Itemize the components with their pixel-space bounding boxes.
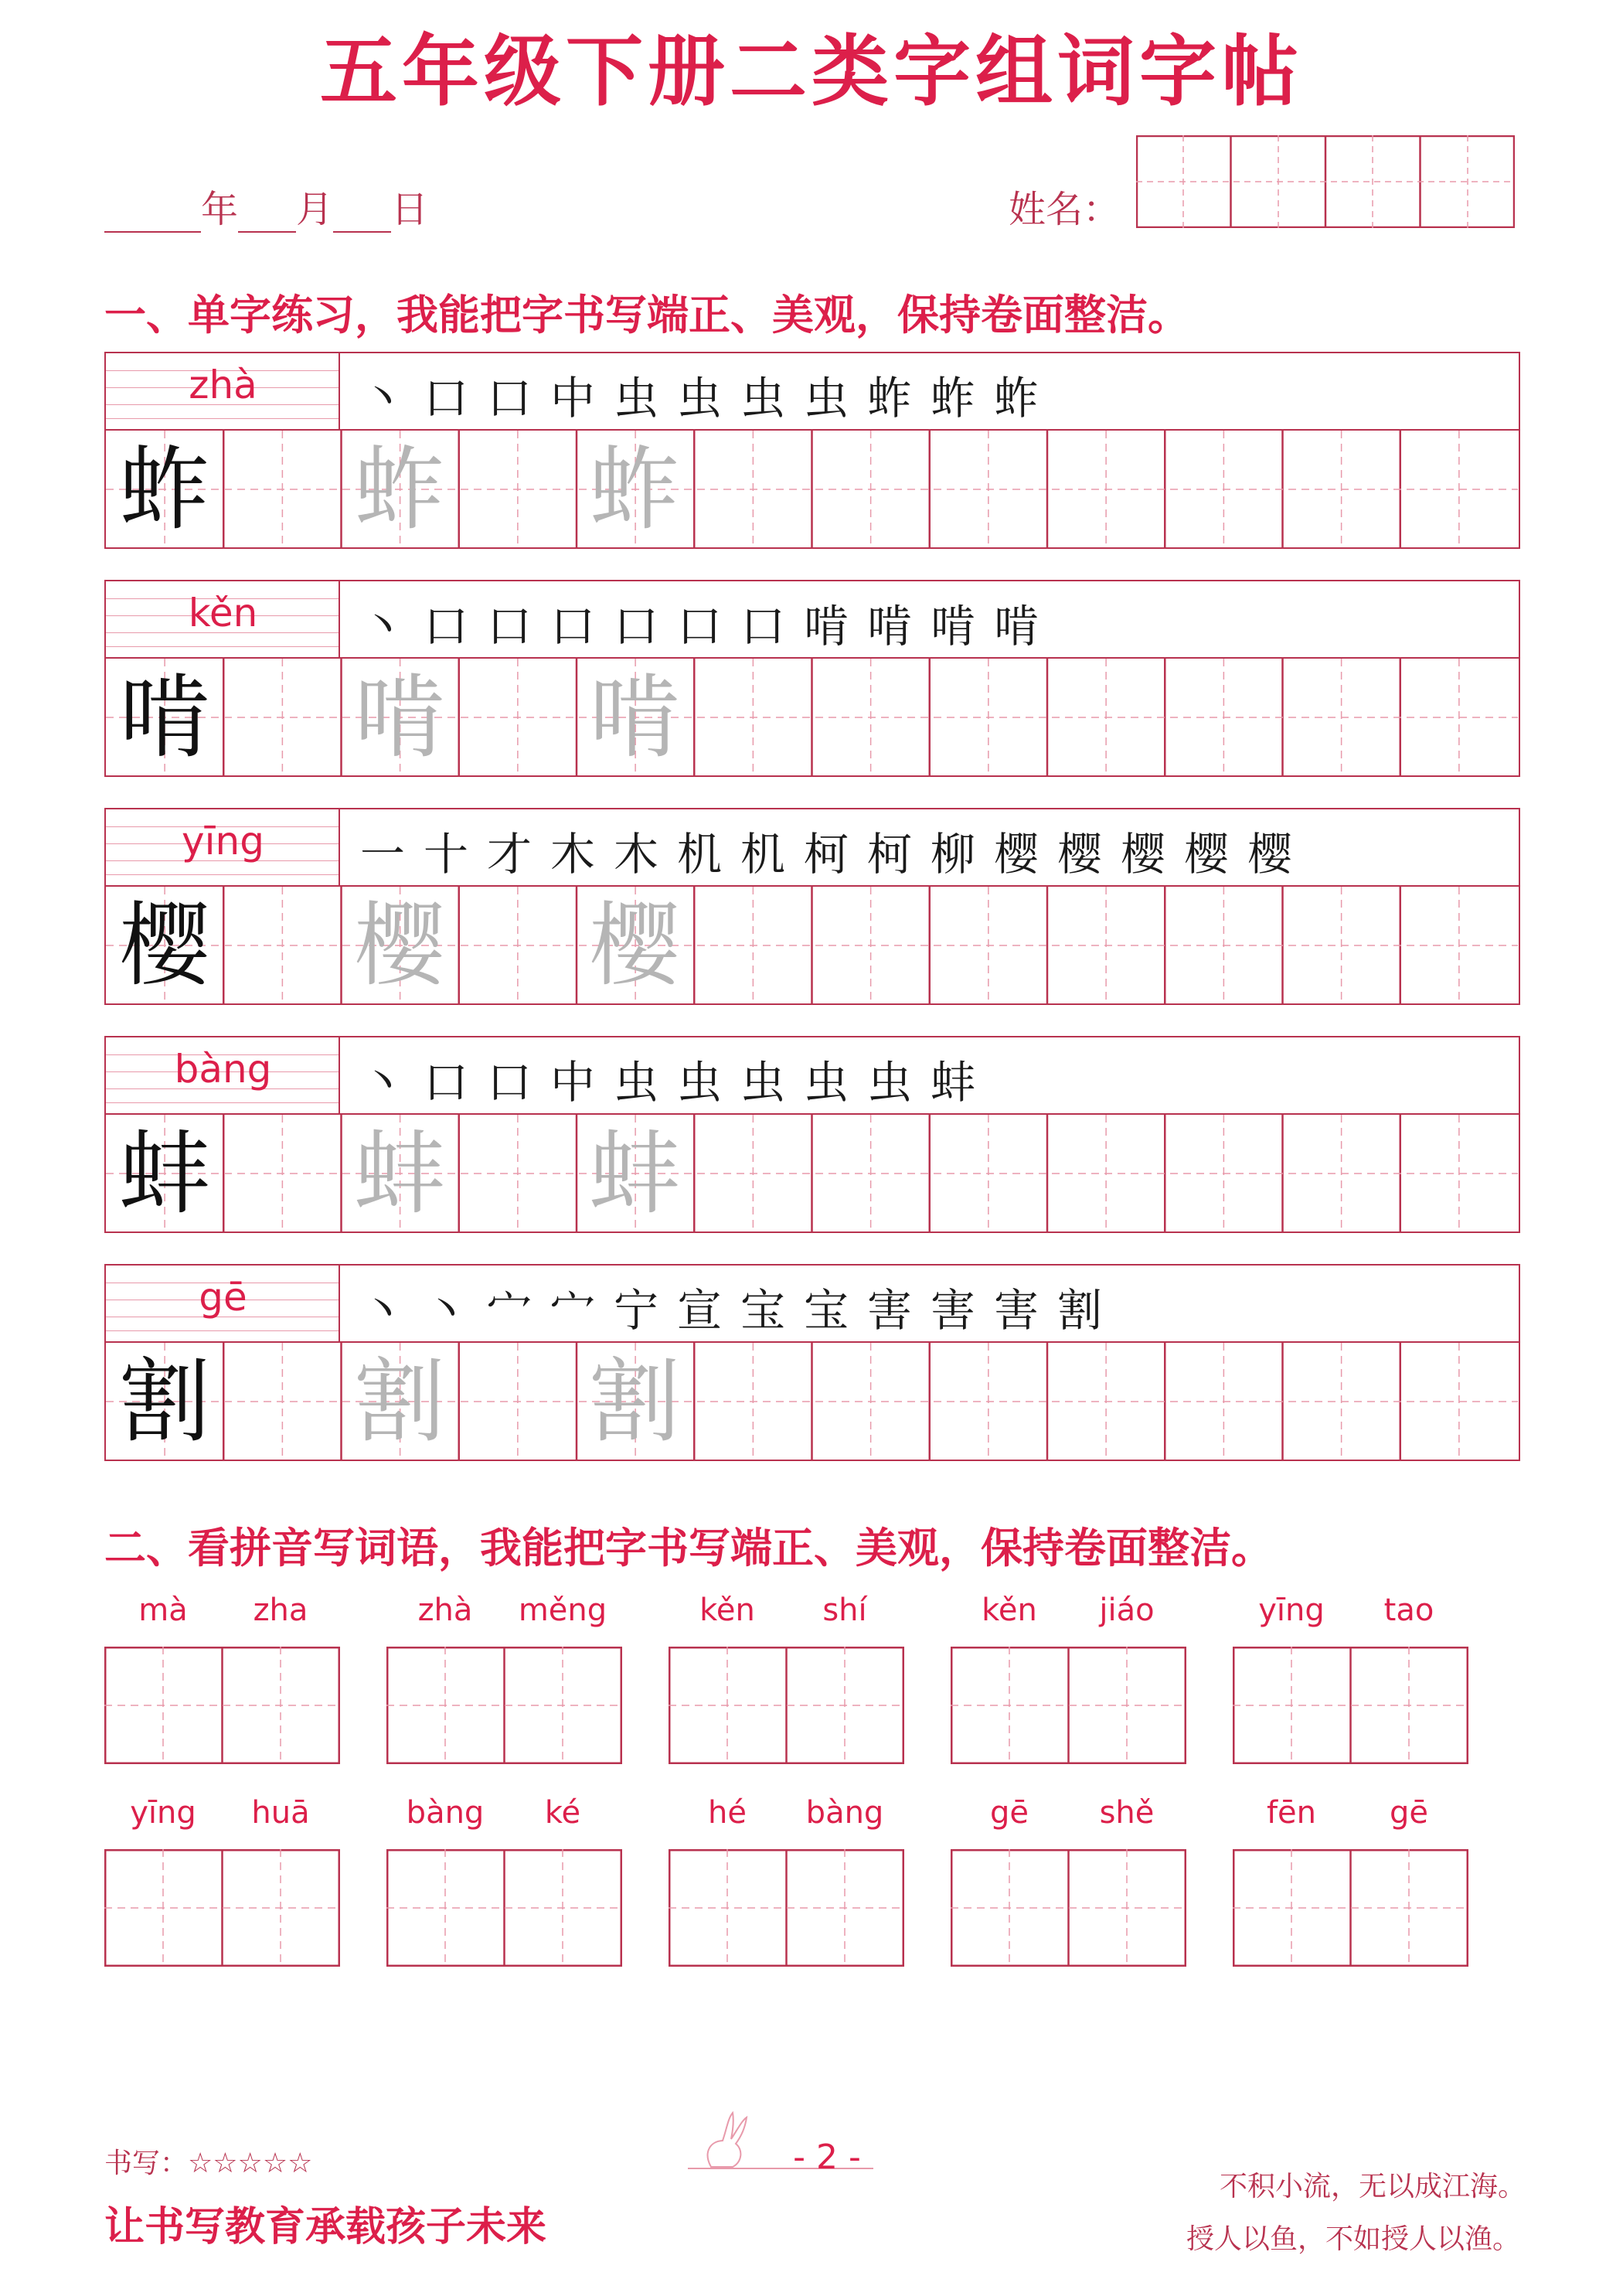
stroke-step: 一 [359,828,405,881]
stroke-step: 蚱 [993,372,1039,424]
trace-char: 蚱 [353,436,445,543]
word-pinyin: shě [1099,1795,1155,1831]
stroke-step: 丶 [359,1056,405,1109]
page-number: - 2 - [793,2138,861,2177]
stroke-step: 十 [423,828,468,881]
stroke-step: 啃 [803,600,849,652]
stroke-step: 中 [550,1056,595,1109]
word-pinyin: mà [138,1593,188,1628]
trace-char: 啃 [588,664,680,771]
stroke-step: 宝 [803,1284,849,1337]
word-pinyin: ké [544,1795,581,1831]
word-pinyin: shí [822,1593,867,1628]
word-writing-box[interactable] [386,1647,622,1764]
word-pinyin: yīng [130,1795,196,1831]
stroke-row [106,581,1519,659]
stroke-step: 啃 [993,600,1039,652]
word-writing-box[interactable] [104,1647,340,1764]
stroke-step: 丶 [423,1284,468,1337]
char-block-2 [104,580,1520,777]
stroke-step: 宁 [613,1284,658,1337]
stroke-step: 口 [740,600,785,652]
model-char: 蚌 [118,1120,210,1227]
quote-line-2: 授人以鱼，不如授人以渔。 [1186,2223,1521,2255]
stroke-step: 口 [550,600,595,652]
word-pinyin: jiáo [1099,1593,1155,1628]
stroke-order [353,595,1046,652]
year-blank[interactable] [104,191,201,233]
stroke-step: 宝 [740,1284,785,1337]
word-writing-box[interactable] [386,1849,622,1967]
trace-char: 割 [353,1348,445,1455]
stroke-step: 虫 [613,372,658,424]
stroke-step: 樱 [1056,828,1102,881]
char-block-3 [104,808,1520,1005]
section1-title: 一、单字练习，我能把字书写端正、美观，保持卷面整洁。 [104,291,1189,339]
stroke-order [353,823,1299,881]
quote-line-1: 不积小流，无以成江海。 [1220,2171,1526,2202]
stroke-step: 宀 [486,1284,532,1337]
char-pinyin: zhà [189,363,257,407]
trace-char: 蚌 [588,1120,680,1227]
char-block-1 [104,352,1520,549]
stroke-step: 割 [1056,1284,1102,1337]
date-line [104,179,428,233]
name-label: 姓名： [1009,188,1121,231]
stroke-step: 啃 [930,600,975,652]
stroke-step: 柯 [866,828,912,881]
word-pinyin: zha [253,1593,308,1628]
stroke-step: 口 [486,1056,532,1109]
stroke-step: 蚱 [930,372,975,424]
word-pinyin: kěn [982,1593,1037,1628]
word-pinyin: fēn [1266,1795,1317,1831]
stroke-step: 虫 [866,1056,912,1109]
stroke-step: 虫 [803,1056,849,1109]
word-pinyin: zhà [417,1593,473,1628]
word-writing-box[interactable] [951,1849,1186,1967]
stroke-step: 木 [613,828,658,881]
word-writing-box[interactable] [669,1849,904,1967]
month-blank[interactable] [238,191,296,233]
stroke-step: 害 [993,1284,1039,1337]
stroke-step: 虫 [676,372,722,424]
stroke-step: 口 [613,600,658,652]
word-pinyin: bàng [805,1795,884,1831]
stroke-row [106,353,1519,431]
stroke-step: 机 [740,828,785,881]
model-char: 啃 [118,664,210,771]
trace-char: 樱 [353,892,445,999]
stroke-step: 木 [550,828,595,881]
word-writing-box[interactable] [951,1647,1186,1764]
stroke-step: 樱 [993,828,1039,881]
stroke-step: 口 [423,600,468,652]
stroke-step: 害 [930,1284,975,1337]
stroke-step: 虫 [803,372,849,424]
stroke-step: 丶 [359,600,405,652]
slogan: 让书写教育承载孩子未来 [104,2204,547,2250]
stroke-step: 柯 [803,828,849,881]
stroke-step: 虫 [740,1056,785,1109]
stroke-step: 虫 [740,372,785,424]
stroke-step: 才 [486,828,532,881]
stroke-step: 樱 [1183,828,1229,881]
stroke-order [353,367,1046,424]
stroke-step: 樱 [1120,828,1165,881]
trace-char: 啃 [353,664,445,771]
model-char: 割 [118,1348,210,1455]
page-title: 五年级下册二类字组词字帖 [320,26,1303,117]
word-writing-box[interactable] [104,1849,340,1967]
word-pinyin: kěn [699,1593,755,1628]
stroke-step: 口 [423,1056,468,1109]
month-label: 月 [296,188,334,231]
stroke-row [106,1266,1519,1343]
writing-grid[interactable] [106,1115,1519,1232]
stroke-step: 丶 [359,372,405,424]
word-pinyin: gē [990,1795,1029,1831]
char-pinyin: yīng [182,819,264,864]
word-writing-box[interactable] [1233,1647,1468,1764]
trace-char: 樱 [588,892,680,999]
stroke-step: 口 [486,600,532,652]
stroke-step: 丶 [359,1284,405,1337]
year-label: 年 [201,188,239,231]
section2-title: 二、看拼音写词语，我能把字书写端正、美观，保持卷面整洁。 [104,1524,1273,1572]
stroke-step: 樱 [1247,828,1292,881]
day-label: 日 [391,188,429,231]
writing-grid[interactable] [106,659,1519,776]
stroke-step: 宀 [550,1284,595,1337]
stroke-order [353,1051,982,1109]
stroke-step: 虫 [613,1056,658,1109]
writing-grid[interactable] [106,431,1519,548]
word-pinyin: měng [518,1593,607,1628]
word-pinyin: bàng [406,1795,485,1831]
stroke-step: 口 [486,372,532,424]
stroke-order [353,1279,1109,1337]
day-blank[interactable] [333,191,391,233]
word-pinyin: yīng [1258,1593,1325,1628]
model-char: 樱 [118,892,210,999]
name-grid[interactable] [1136,135,1515,228]
stroke-step: 口 [676,600,722,652]
writing-grid[interactable] [106,887,1519,1004]
stroke-step: 柳 [930,828,975,881]
stroke-step: 啃 [866,600,912,652]
word-pinyin: tao [1383,1593,1434,1628]
stroke-step: 虫 [676,1056,722,1109]
char-pinyin: gē [199,1275,247,1320]
trace-char: 蚌 [353,1120,445,1227]
char-block-4 [104,1036,1520,1233]
stroke-step: 蚱 [866,372,912,424]
trace-char: 蚱 [588,436,680,543]
rating-stars: 书写：☆☆☆☆☆ [104,2148,313,2179]
char-block-5 [104,1264,1520,1461]
word-pinyin: huā [251,1795,310,1831]
word-pinyin: hé [708,1795,747,1831]
stroke-row [106,809,1519,887]
stroke-step: 机 [676,828,722,881]
stroke-step: 宣 [676,1284,722,1337]
word-writing-box[interactable] [1233,1849,1468,1967]
stroke-step: 中 [550,372,595,424]
trace-char: 割 [588,1348,680,1455]
word-pinyin: gē [1390,1795,1428,1831]
writing-grid[interactable] [106,1343,1519,1460]
word-writing-box[interactable] [669,1647,904,1764]
stroke-step: 害 [866,1284,912,1337]
stroke-step: 蚌 [930,1056,975,1109]
char-pinyin: kěn [188,591,258,635]
char-pinyin: bàng [174,1047,272,1092]
model-char: 蚱 [118,436,210,543]
stroke-step: 口 [423,372,468,424]
stroke-row [106,1037,1519,1115]
